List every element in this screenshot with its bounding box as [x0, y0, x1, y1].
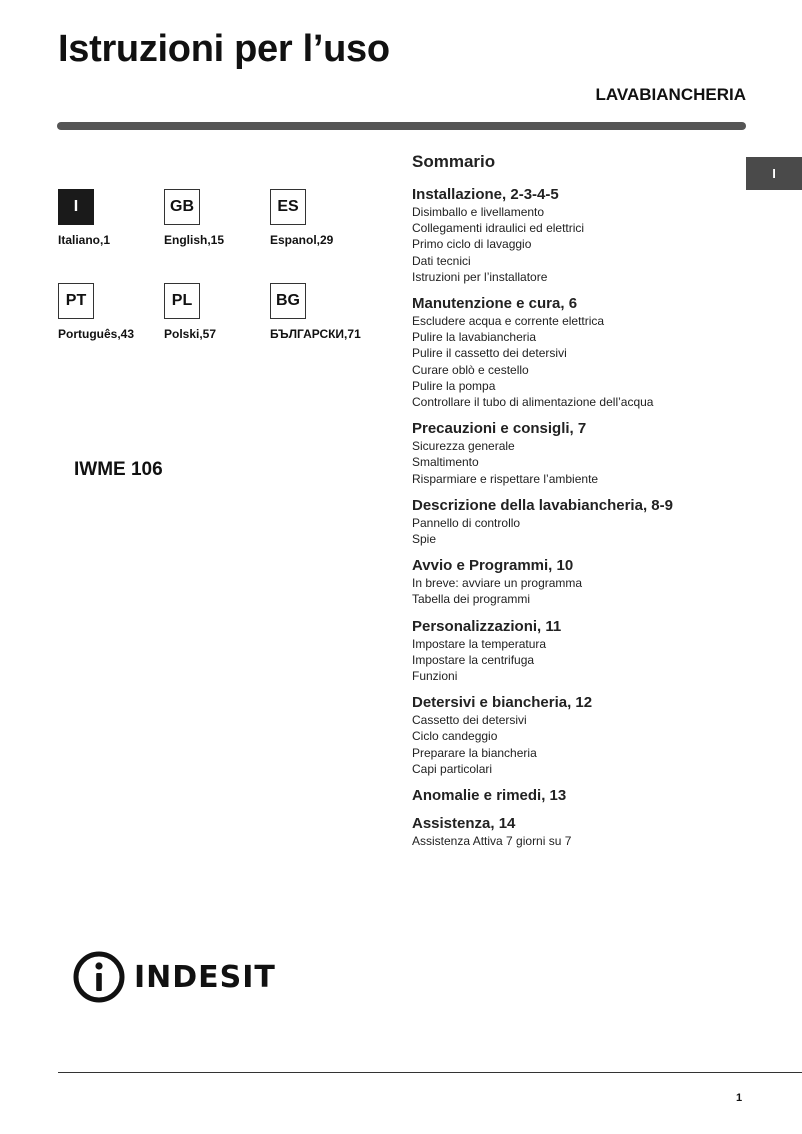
toc-section [412, 420, 792, 487]
page-number: 1 [736, 1092, 743, 1104]
toc-section [412, 497, 792, 547]
toc-item[interactable]: Funzioni [412, 669, 458, 684]
language-code-box: PT [58, 283, 94, 319]
language-option-it[interactable] [58, 189, 168, 247]
toc-item[interactable]: Primo ciclo di lavaggio [412, 237, 532, 252]
language-label: Espanol,29 [270, 233, 334, 247]
page-title: Istruzioni per l’uso [58, 28, 390, 70]
toc-section [412, 787, 792, 805]
language-label: БЪЛГАРСКИ,71 [270, 327, 361, 341]
toc-item[interactable]: Preparare la biancheria [412, 745, 537, 760]
toc-section-title[interactable]: Assistenza, 14 [412, 815, 516, 833]
language-selector [58, 189, 398, 349]
toc-item[interactable]: Spie [412, 532, 437, 547]
footer-divider [58, 1072, 802, 1073]
language-option-gb[interactable] [164, 189, 274, 247]
toc-item[interactable]: Sicurezza generale [412, 439, 515, 454]
language-label: English,15 [164, 233, 225, 247]
language-code-box: PL [164, 283, 200, 319]
toc-section [412, 295, 792, 410]
toc-item[interactable]: Dati tecnici [412, 253, 471, 268]
toc-section-title[interactable]: Descrizione della lavabiancheria, 8-9 [412, 496, 673, 514]
toc-item[interactable]: Capi particolari [412, 761, 493, 776]
toc-section [412, 694, 792, 777]
toc-item[interactable]: Istruzioni per l’installatore [412, 269, 548, 284]
toc-section [412, 618, 792, 685]
toc-item[interactable]: Impostare la temperatura [412, 636, 547, 651]
brand-logo [72, 950, 276, 1004]
toc-item[interactable]: Ciclo candeggio [412, 729, 498, 744]
language-code-box: ES [270, 189, 306, 225]
language-code-box: BG [270, 283, 306, 319]
toc-item[interactable]: Assistenza Attiva 7 giorni su 7 [412, 834, 572, 849]
toc-item[interactable]: Impostare la centrifuga [412, 652, 535, 667]
toc-heading: Sommario [412, 152, 496, 171]
language-option-pl[interactable] [164, 283, 274, 341]
language-option-bg[interactable] [270, 283, 380, 341]
table-of-contents [412, 152, 792, 859]
language-label: Português,43 [58, 327, 135, 341]
language-label: Polski,57 [164, 327, 217, 341]
language-label: Italiano,1 [58, 233, 111, 247]
toc-item[interactable]: Cassetto dei detersivi [412, 713, 527, 728]
toc-item[interactable]: Risparmiare e rispettare l’ambiente [412, 471, 599, 486]
toc-item[interactable]: Pulire il cassetto dei detersivi [412, 346, 567, 361]
toc-item[interactable]: Tabella dei programmi [412, 592, 531, 607]
toc-section-title[interactable]: Precauzioni e consigli, 7 [412, 420, 587, 438]
toc-section [412, 557, 792, 607]
indesit-logo-icon [72, 950, 126, 1004]
model-number: IWME 106 [74, 459, 163, 480]
toc-item[interactable]: Collegamenti idraulici ed elettrici [412, 221, 585, 236]
brand-name: INDESIT [134, 959, 276, 995]
toc-section-title[interactable]: Manutenzione e cura, 6 [412, 295, 578, 313]
toc-item[interactable]: Pulire la pompa [412, 378, 496, 393]
toc-item[interactable]: Disimballo e livellamento [412, 205, 545, 219]
language-option-pt[interactable] [58, 283, 168, 341]
toc-item[interactable]: Smaltimento [412, 455, 479, 470]
header-divider [57, 122, 746, 130]
toc-section [412, 186, 792, 285]
toc-item[interactable]: Escludere acqua e corrente elettrica [412, 314, 605, 329]
toc-item[interactable]: Controllare il tubo di alimentazione dell’acqua [412, 395, 654, 410]
toc-item[interactable]: Curare oblò e cestello [412, 362, 529, 377]
toc-section [412, 815, 792, 849]
toc-section-title[interactable]: Personalizzazioni, 11 [412, 617, 562, 635]
toc-item[interactable]: In breve: avviare un programma [412, 576, 583, 591]
toc-item[interactable]: Pulire la lavabiancheria [412, 330, 537, 345]
toc-item[interactable]: Pannello di controllo [412, 515, 521, 530]
toc-section-title[interactable]: Avvio e Programmi, 10 [412, 557, 574, 575]
toc-section-title[interactable]: Anomalie e rimedi, 13 [412, 787, 567, 805]
language-code-box: GB [164, 189, 200, 225]
toc-section-title[interactable]: Installazione, 2-3-4-5 [412, 186, 559, 203]
language-code-box: I [58, 189, 94, 225]
product-type: LAVABIANCHERIA [595, 85, 746, 104]
language-side-tab: I [746, 157, 802, 190]
toc-section-title[interactable]: Detersivi e biancheria, 12 [412, 694, 593, 712]
language-option-es[interactable] [270, 189, 380, 247]
